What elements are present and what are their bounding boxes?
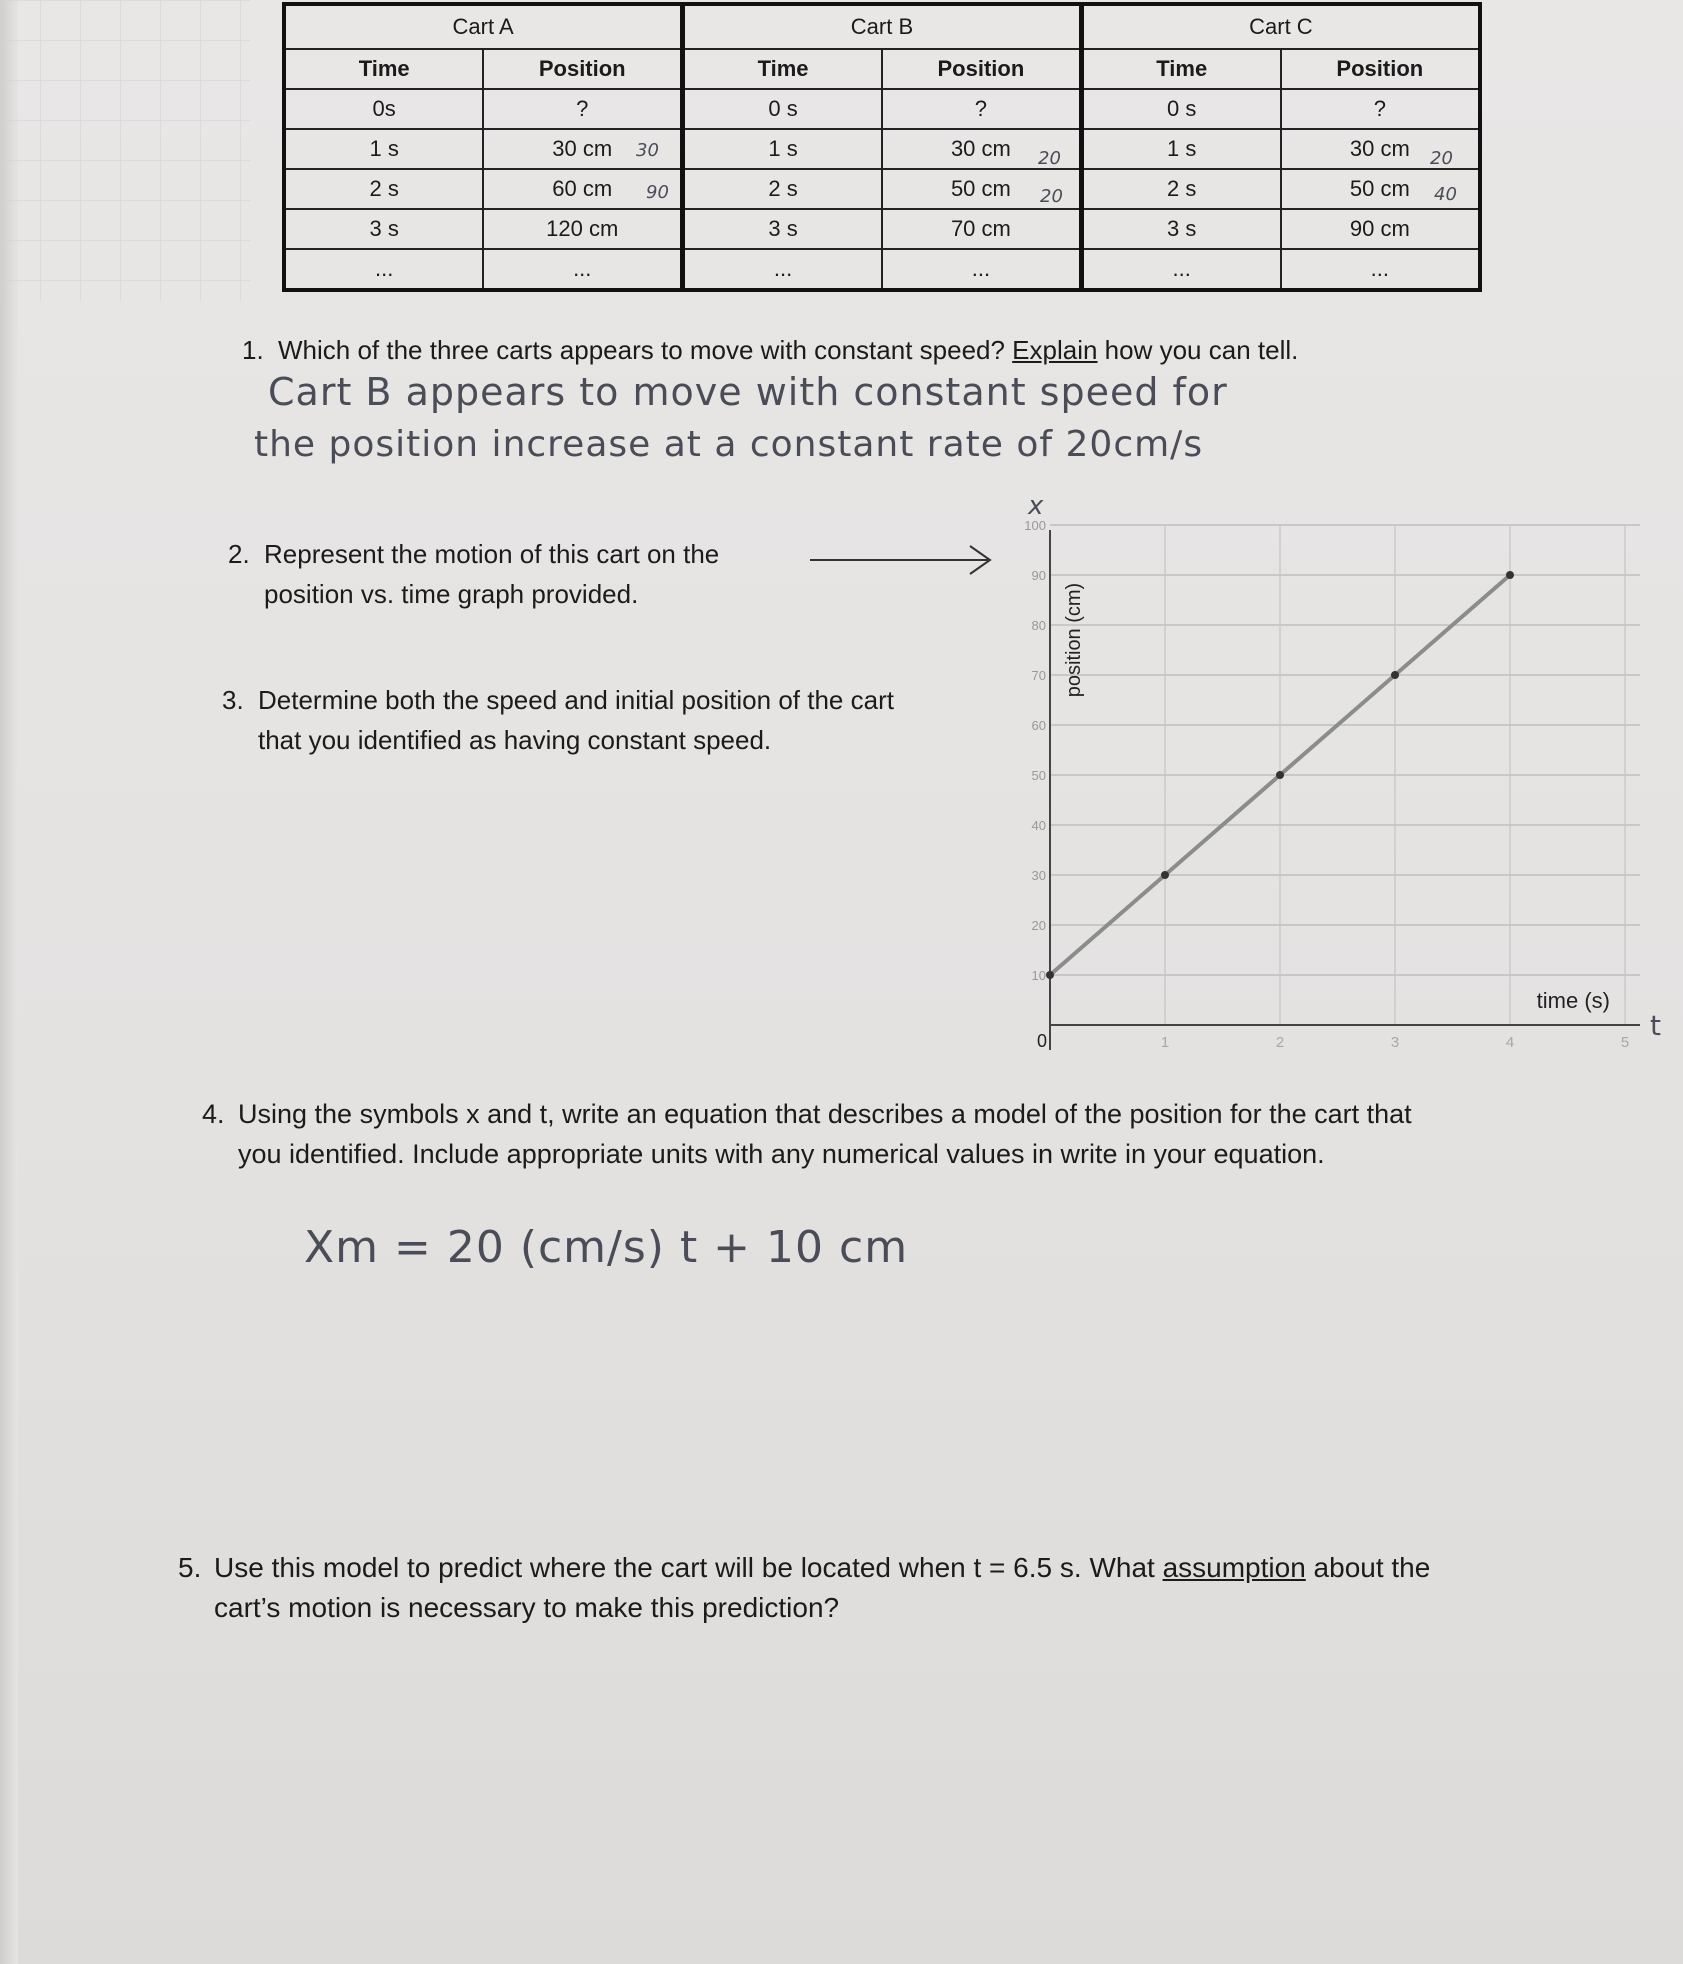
x-tick-labels: [1037, 1031, 1629, 1051]
table-cell: 30 cm: [483, 129, 682, 169]
x-tick-label: 3: [1390, 1034, 1400, 1051]
table-cell: 0 s: [683, 89, 882, 129]
question-number: 1.: [242, 335, 264, 365]
table-cell: 3 s: [1081, 209, 1280, 249]
table-cell: ...: [284, 249, 483, 290]
handwritten-diff-a2: 90: [646, 182, 669, 203]
handwritten-diff-a1: 30: [636, 140, 659, 161]
handwritten-diff-b1: 20: [1038, 148, 1061, 169]
y-tick-label: 90: [1031, 568, 1046, 583]
handwritten-answer-1-line2: the position increase at a constant rate of 20cm/s: [254, 424, 1204, 465]
table-cell: ...: [483, 249, 682, 290]
arrow-right-icon: [808, 540, 998, 580]
col-time-a: Time: [284, 49, 483, 89]
question-5-emphasis: assumption: [1162, 1552, 1306, 1583]
handwritten-answer-1-line1: Cart B appears to move with constant speed for: [268, 370, 1228, 414]
background-graph-paper: [0, 0, 250, 300]
table-cell: 30 cm: [1281, 129, 1480, 169]
col-position-a: Position: [483, 49, 682, 89]
x-axis-label: time (s): [1536, 988, 1610, 1013]
table-cell: ...: [1281, 249, 1480, 290]
table-cell: ?: [882, 89, 1081, 129]
handwritten-diff-c1: 20: [1430, 148, 1453, 169]
table-cell: 50 cm: [882, 169, 1081, 209]
x-tick-label: 0: [1036, 1031, 1048, 1051]
y-tick-label: 70: [1031, 668, 1046, 683]
y-tick-label: 10: [1031, 968, 1046, 983]
y-tick-labels: [1024, 518, 1046, 983]
y-tick-label: 80: [1031, 618, 1046, 633]
handwritten-diff-c2: 40: [1434, 184, 1457, 205]
question-2-line1: Represent the motion of this cart on the: [264, 539, 720, 569]
data-point: [1161, 871, 1169, 879]
table-cell: 1 s: [1081, 129, 1280, 169]
question-number: 4.: [202, 1099, 225, 1129]
table-row: [284, 129, 1480, 169]
question-3-line2: that you identified as having constant speed.: [258, 725, 772, 755]
y-tick-label: 30: [1031, 868, 1046, 883]
question-5-text: Use this model to predict where the cart will be located when t = 6.5 s. What: [214, 1552, 1163, 1583]
table-row: [284, 249, 1480, 290]
table-cell: 2 s: [1081, 169, 1280, 209]
x-tick-label: 4: [1505, 1034, 1515, 1051]
y-tick-label: 40: [1031, 818, 1046, 833]
table-cell: 70 cm: [882, 209, 1081, 249]
x-tick-label: 1: [1160, 1034, 1170, 1051]
table-row: [284, 89, 1480, 129]
question-number: 5.: [178, 1552, 202, 1583]
table-cell: ...: [1081, 249, 1280, 290]
table-cell: 120 cm: [483, 209, 682, 249]
col-position-b: Position: [882, 49, 1081, 89]
table-cell: ...: [683, 249, 882, 290]
table-row: [284, 169, 1480, 209]
question-5-line2: cart’s motion is necessary to make this prediction?: [214, 1592, 840, 1623]
question-number: 2.: [228, 539, 250, 569]
handwritten-diff-b2: 20: [1040, 186, 1063, 207]
handwritten-equation: Xm = 20 (cm/s) t + 10 cm: [304, 1222, 909, 1273]
question-number: 3.: [222, 685, 244, 715]
y-tick-label: 60: [1031, 718, 1046, 733]
table-cell: 0 s: [1081, 89, 1280, 129]
question-1-text: Which of the three carts appears to move with constant speed?: [278, 335, 1013, 365]
col-time-b: Time: [683, 49, 882, 89]
data-point: [1276, 771, 1284, 779]
table-cell: ?: [1281, 89, 1480, 129]
y-tick-label: 100: [1024, 518, 1046, 533]
x-tick-label: 5: [1620, 1034, 1630, 1051]
handwritten-x-label: t: [1650, 1009, 1661, 1042]
graph-grid: [1050, 525, 1640, 1025]
data-point: [1046, 971, 1054, 979]
y-tick-label: 20: [1031, 918, 1046, 933]
question-5: [178, 1548, 1431, 1628]
table-cell: 50 cm: [1281, 169, 1480, 209]
question-4: [202, 1094, 1412, 1174]
data-point: [1506, 571, 1514, 579]
table-row: [284, 209, 1480, 249]
question-2: [228, 534, 720, 614]
question-2-line2: position vs. time graph provided.: [264, 579, 639, 609]
table-cell: 2 s: [683, 169, 882, 209]
x-tick-label: 2: [1275, 1034, 1285, 1051]
question-1-emphasis: Explain: [1012, 335, 1098, 365]
question-1: [242, 330, 1299, 370]
table-cell: 60 cm: [483, 169, 682, 209]
table-cell: 90 cm: [1281, 209, 1480, 249]
y-axis-label: position (cm): [1063, 582, 1085, 698]
position-time-graph: [1020, 490, 1680, 1070]
table-cell: 2 s: [284, 169, 483, 209]
col-time-c: Time: [1081, 49, 1280, 89]
question-4-line1: Using the symbols x and t, write an equation that describes a model of the position for the cart that: [238, 1099, 1412, 1129]
question-3-line1: Determine both the speed and initial position of the cart: [258, 685, 894, 715]
table-cell: ?: [483, 89, 682, 129]
cart-b-header: Cart B: [683, 4, 1082, 49]
question-4-line2: you identified. Include appropriate units with any numerical values in write in your equation.: [238, 1139, 1325, 1169]
question-5-text-end: about the: [1305, 1552, 1431, 1583]
table-cell: 1 s: [683, 129, 882, 169]
table-cell: 3 s: [683, 209, 882, 249]
table-cell: 1 s: [284, 129, 483, 169]
y-tick-label: 50: [1031, 768, 1046, 783]
table-cell: 3 s: [284, 209, 483, 249]
question-1-text-end: how you can tell.: [1097, 335, 1299, 365]
cart-c-header: Cart C: [1081, 4, 1480, 49]
question-3: [222, 680, 894, 760]
table-cell: 30 cm: [882, 129, 1081, 169]
table-cell: ...: [882, 249, 1081, 290]
cart-a-header: Cart A: [284, 4, 683, 49]
table-cell: 0s: [284, 89, 483, 129]
handwritten-y-label: x: [1028, 491, 1044, 521]
cart-data-table: [282, 2, 1482, 292]
col-position-c: Position: [1281, 49, 1480, 89]
data-point: [1391, 671, 1399, 679]
